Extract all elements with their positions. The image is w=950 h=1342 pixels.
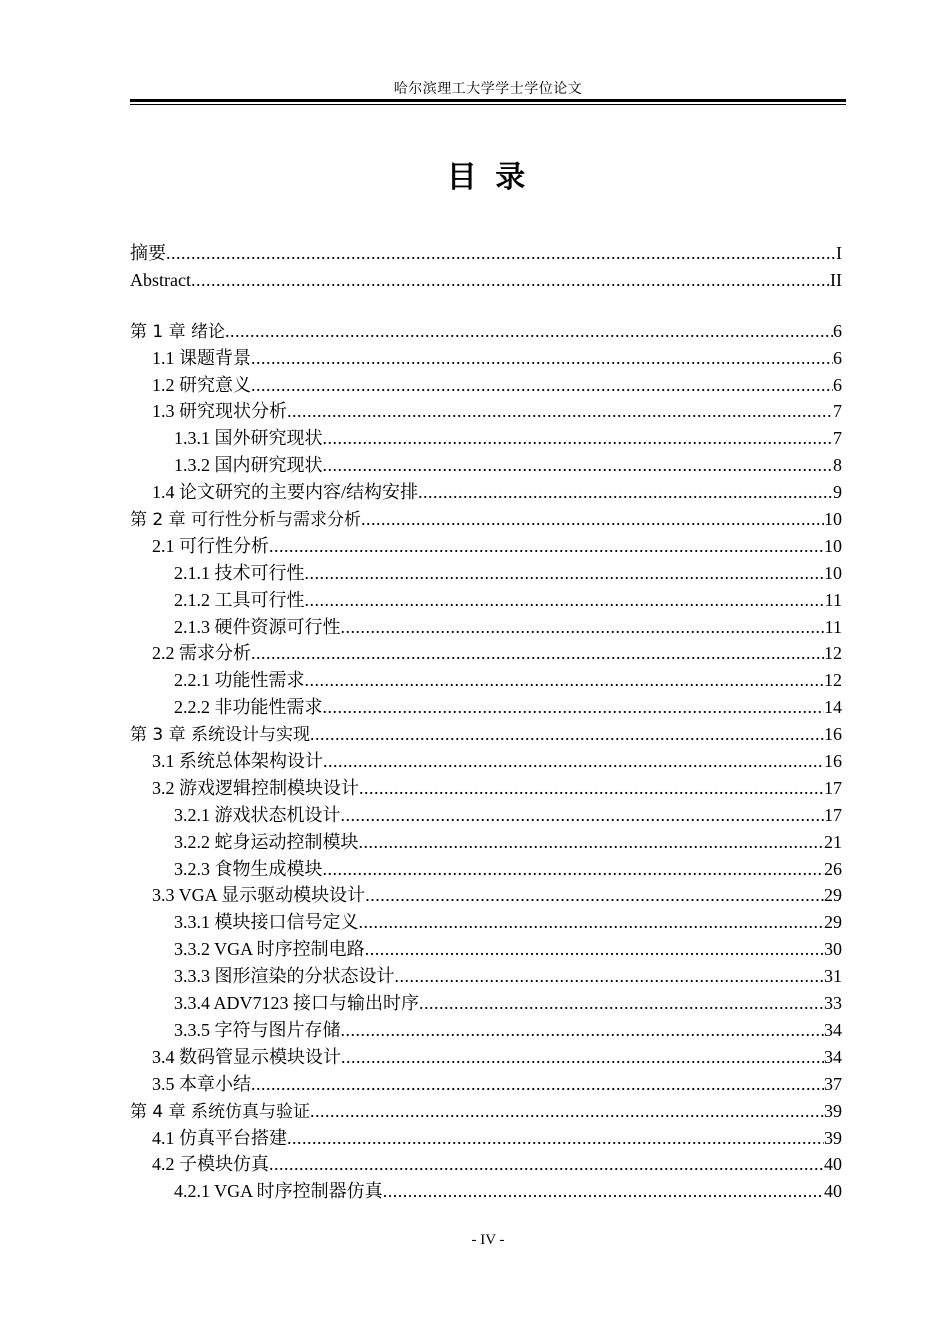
- toc-entry[interactable]: [130, 1071, 842, 1098]
- toc-entry-label: 3.3.4 ADV7123 接口与输出时序: [174, 993, 420, 1014]
- toc-entry-label: 第 3 章 系统设计与实现: [130, 725, 311, 746]
- toc-entry-page: 34: [824, 1046, 842, 1067]
- toc-entry-label: 2.1.1 技术可行性: [174, 562, 305, 583]
- toc-leader-dots: [323, 425, 834, 452]
- toc-entry-page: 10: [824, 535, 842, 556]
- page-title: 目 录: [446, 160, 530, 195]
- toc-entry-label: 3.4 数码管显示模块设计: [152, 1046, 341, 1067]
- toc-entry[interactable]: [130, 614, 842, 641]
- toc-entry-label: 2.2.1 功能性需求: [174, 670, 305, 691]
- toc-entry-page: 14: [824, 697, 842, 718]
- toc-leader-dots: [166, 240, 836, 267]
- toc-leader-dots: [310, 1098, 824, 1125]
- toc-entry-page: 34: [824, 1019, 842, 1040]
- toc-entry-label: 3.2.3 食物生成模块: [174, 858, 323, 879]
- toc-entry[interactable]: [130, 990, 842, 1017]
- toc-entry-page: 37: [824, 1073, 842, 1094]
- toc-entry[interactable]: [130, 372, 842, 399]
- toc-entry-page: 40: [824, 1181, 842, 1202]
- toc-entry-label: 2.2 需求分析: [152, 643, 251, 664]
- toc-entry[interactable]: [130, 829, 842, 856]
- toc-entry[interactable]: [130, 909, 842, 936]
- toc-entry-page: 12: [824, 670, 842, 691]
- toc-entry[interactable]: [130, 1178, 842, 1205]
- toc-entry-page: 10: [824, 562, 842, 583]
- toc-entry-page: 8: [833, 455, 842, 476]
- toc-leader-dots: [251, 345, 833, 372]
- toc-entry[interactable]: [130, 1098, 842, 1125]
- toc-entry-label: 3.2.1 游戏状态机设计: [174, 804, 341, 825]
- running-header: 哈尔滨理工大学学士学位论文: [393, 82, 583, 97]
- toc-leader-dots: [305, 667, 825, 694]
- toc-entry[interactable]: [130, 452, 842, 479]
- toc-entry-page: 6: [833, 320, 842, 341]
- toc-entry-label: 2.1.2 工具可行性: [174, 589, 305, 610]
- header-rule-thick: [130, 99, 846, 102]
- toc-entry[interactable]: [130, 506, 842, 533]
- toc-entry-label: 2.1.3 硬件资源可行性: [174, 616, 341, 637]
- toc-leader-dots: [361, 506, 824, 533]
- toc-entry-label: 3.3.2 VGA 时序控制电路: [174, 939, 365, 960]
- toc-entry[interactable]: [130, 398, 842, 425]
- toc-entry[interactable]: [130, 240, 842, 267]
- toc-entry-page: 6: [833, 347, 842, 368]
- toc-entry[interactable]: [130, 318, 842, 345]
- toc-entry[interactable]: [130, 936, 842, 963]
- toc-entry-page: 9: [833, 482, 842, 503]
- toc-entry-page: 11: [824, 589, 842, 610]
- toc-entry[interactable]: [130, 1044, 842, 1071]
- toc-leader-dots: [341, 1017, 825, 1044]
- toc-entry-page: 21: [824, 831, 842, 852]
- toc-entry[interactable]: [130, 856, 842, 883]
- page-number: - IV -: [471, 1232, 505, 1248]
- toc-leader-dots: [323, 694, 825, 721]
- toc-entry-page: 12: [824, 643, 842, 664]
- toc-entry[interactable]: [130, 533, 842, 560]
- toc-entry-page: 39: [824, 1100, 842, 1121]
- toc-entry[interactable]: [130, 748, 842, 775]
- toc-entry-page: 6: [833, 374, 842, 395]
- toc-leader-dots: [269, 533, 824, 560]
- toc-leader-dots: [323, 452, 834, 479]
- toc-entry[interactable]: [130, 802, 842, 829]
- toc-entry[interactable]: [130, 587, 842, 614]
- toc-entry-page: 39: [824, 1127, 842, 1148]
- toc-entry[interactable]: [130, 425, 842, 452]
- toc-leader-dots: [365, 882, 824, 909]
- toc-entry-label: 1.3.1 国外研究现状: [174, 428, 323, 449]
- toc-entry-page: 29: [824, 885, 842, 906]
- toc-entry-label: 3.5 本章小结: [152, 1073, 251, 1094]
- toc-entry[interactable]: [130, 640, 842, 667]
- toc-leader-dots: [419, 990, 824, 1017]
- toc-leader-dots: [305, 560, 825, 587]
- toc-entry[interactable]: [130, 1125, 842, 1152]
- toc-entry-page: 26: [824, 858, 842, 879]
- toc-entry-label: 第 4 章 系统仿真与验证: [130, 1101, 311, 1122]
- toc-entry-label: 摘要: [130, 243, 166, 263]
- toc-leader-dots: [225, 318, 833, 345]
- toc-entry-page: 16: [824, 751, 842, 772]
- toc-entry-label: 3.3.5 字符与图片存储: [174, 1019, 341, 1040]
- toc-entry-page: II: [830, 269, 842, 290]
- toc-entry-label: 1.1 课题背景: [152, 347, 251, 368]
- toc-entry-label: 1.2 研究意义: [152, 374, 251, 395]
- toc-entry-label: 3.3.1 模块接口信号定义: [174, 912, 359, 933]
- toc-entry-label: 3.2.2 蛇身运动控制模块: [174, 831, 359, 852]
- toc-entry[interactable]: [130, 345, 842, 372]
- toc-leader-dots: [395, 963, 825, 990]
- toc-entry-page: I: [836, 243, 842, 263]
- toc-entry-label: 1.3 研究现状分析: [152, 401, 287, 422]
- toc-leader-dots: [287, 398, 833, 425]
- toc-leader-dots: [359, 775, 824, 802]
- toc-entry-label: Abstract: [130, 269, 191, 290]
- toc-entry-page: 17: [824, 777, 842, 798]
- toc-leader-dots: [191, 267, 830, 294]
- toc-entry-label: 4.1 仿真平台搭建: [152, 1127, 287, 1148]
- toc-leader-dots: [359, 909, 825, 936]
- toc-entry-page: 17: [824, 804, 842, 825]
- toc-leader-dots: [310, 721, 824, 748]
- toc-entry-label: 4.2 子模块仿真: [152, 1154, 269, 1175]
- toc-entry-label: 3.3.3 图形渲染的分状态设计: [174, 966, 395, 987]
- toc-entry-page: 29: [824, 912, 842, 933]
- toc-entry-label: 第 2 章 可行性分析与需求分析: [130, 510, 362, 531]
- toc-entry-page: 11: [824, 616, 842, 637]
- toc-leader-dots: [305, 587, 825, 614]
- table-of-contents: [130, 240, 842, 1205]
- toc-entry-page: 40: [824, 1154, 842, 1175]
- toc-entry-label: 2.1 可行性分析: [152, 535, 269, 556]
- toc-entry[interactable]: [130, 775, 842, 802]
- toc-entry[interactable]: [130, 1151, 842, 1178]
- toc-entry[interactable]: [130, 721, 842, 748]
- toc-entry-page: 33: [824, 993, 842, 1014]
- toc-entry-label: 3.2 游戏逻辑控制模块设计: [152, 777, 359, 798]
- toc-leader-dots: [418, 479, 833, 506]
- toc-entry[interactable]: [130, 479, 842, 506]
- toc-leader-dots: [323, 748, 824, 775]
- toc-entry-page: 30: [824, 939, 842, 960]
- toc-entry[interactable]: [130, 667, 842, 694]
- toc-leader-dots: [359, 829, 825, 856]
- toc-entry-page: 7: [833, 401, 842, 422]
- toc-leader-dots: [251, 372, 833, 399]
- toc-entry-page: 31: [824, 966, 842, 987]
- toc-entry-label: 4.2.1 VGA 时序控制器仿真: [174, 1181, 383, 1202]
- toc-entry-label: 3.1 系统总体架构设计: [152, 751, 323, 772]
- toc-entry-page: 16: [824, 724, 842, 745]
- toc-leader-dots: [251, 1071, 824, 1098]
- toc-leader-dots: [365, 936, 824, 963]
- toc-entry[interactable]: [130, 882, 842, 909]
- toc-entry[interactable]: [130, 1017, 842, 1044]
- header-rule-thin: [130, 104, 846, 105]
- toc-entry[interactable]: [130, 560, 842, 587]
- toc-entry-label: 2.2.2 非功能性需求: [174, 697, 323, 718]
- toc-leader-dots: [341, 1044, 824, 1071]
- toc-entry-label: 1.4 论文研究的主要内容/结构安排: [152, 482, 418, 503]
- toc-entry-page: 7: [833, 428, 842, 449]
- toc-entry[interactable]: [130, 694, 842, 721]
- toc-leader-dots: [341, 614, 825, 641]
- toc-leader-dots: [287, 1125, 824, 1152]
- toc-leader-dots: [269, 1151, 824, 1178]
- toc-entry-page: 10: [824, 509, 842, 530]
- toc-entry-label: 3.3 VGA 显示驱动模块设计: [152, 885, 366, 906]
- toc-leader-dots: [383, 1178, 824, 1205]
- toc-entry-label: 第 1 章 绪论: [130, 321, 226, 342]
- toc-leader-dots: [341, 802, 825, 829]
- toc-entry-label: 1.3.2 国内研究现状: [174, 455, 323, 476]
- toc-leader-dots: [323, 856, 825, 883]
- toc-leader-dots: [251, 640, 824, 667]
- toc-entry[interactable]: [130, 963, 842, 990]
- toc-entry[interactable]: [130, 267, 842, 294]
